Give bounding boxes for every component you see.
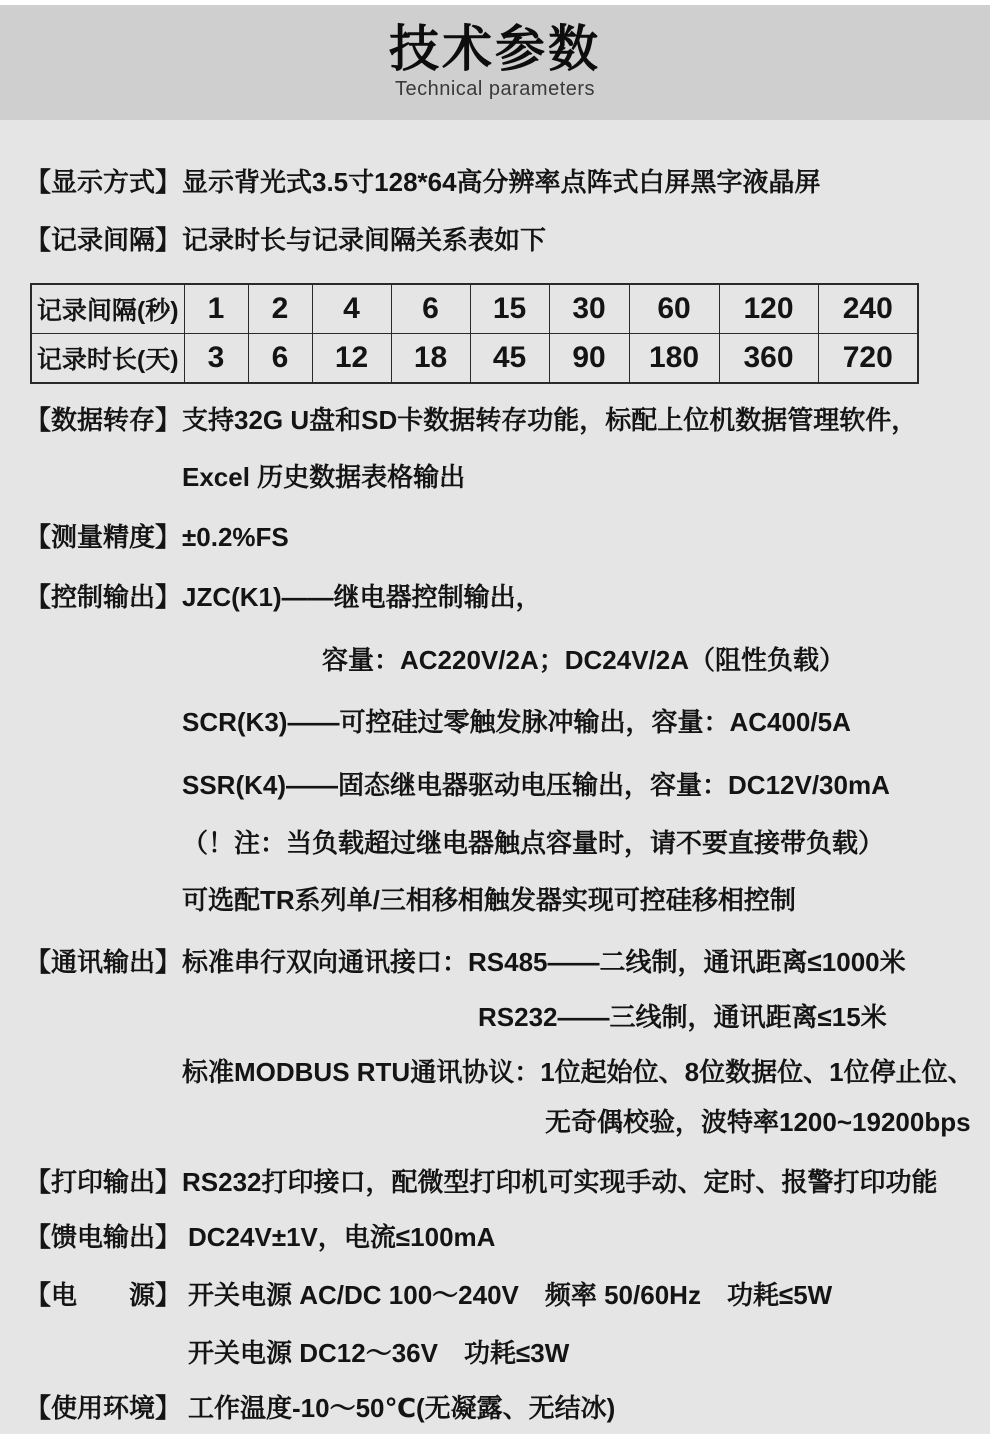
table-cell: 30 xyxy=(549,284,629,334)
spec-text-comm-output-3: 标准MODBUS RTU通讯协议：1位起始位、8位数据位、1位停止位、 xyxy=(182,1057,974,1087)
spec-text-control-output-2: 容量：AC220V/2A；DC24V/2A（阻性负载） xyxy=(322,645,846,675)
spec-text-print-output: RS232打印接口，配微型打印机可实现手动、定时、报警打印功能 xyxy=(182,1167,938,1197)
table-row-header: 记录间隔(秒) xyxy=(31,284,184,334)
spec-text-display: 显示背光式3.5寸128*64高分辨率点阵式白屏黑字液晶屏 xyxy=(182,167,821,197)
table-cell: 6 xyxy=(248,334,312,384)
spec-label-print-output: 【打印输出】 xyxy=(25,1167,182,1197)
table-row-header: 记录时长(天) xyxy=(31,334,184,384)
spec-text-control-output-3: SCR(K3)——可控硅过零触发脉冲输出，容量：AC400/5A xyxy=(182,707,851,737)
table-cell: 180 xyxy=(629,334,719,384)
page-title: 技术参数 xyxy=(389,21,601,77)
spec-text-accuracy: ±0.2%FS xyxy=(182,522,289,552)
spec-label-record-interval: 【记录间隔】 xyxy=(25,225,182,255)
record-interval-table xyxy=(30,283,919,384)
table-cell: 6 xyxy=(391,284,470,334)
table-cell: 240 xyxy=(818,284,918,334)
table-cell: 3 xyxy=(184,334,248,384)
page-subtitle: Technical parameters xyxy=(394,78,596,100)
spec-label-control-output: 【控制输出】 xyxy=(25,582,182,612)
spec-text-power-2: 开关电源 DC12～36V 功耗≤3W xyxy=(188,1338,570,1368)
spec-text-control-output-6: 可选配TR系列单/三相移相触发器实现可控硅移相控制 xyxy=(182,885,796,915)
spec-label-feed-output: 【馈电输出】 xyxy=(25,1222,182,1252)
spec-text-data-transfer-1: 支持32G U盘和SD卡数据转存功能，标配上位机数据管理软件， xyxy=(182,405,918,435)
spec-label-power: 【电 源】 xyxy=(25,1280,182,1310)
table-cell: 4 xyxy=(312,284,391,334)
spec-text-control-output-1: JZC(K1)——继电器控制输出， xyxy=(182,582,542,612)
spec-text-comm-output-2: RS232——三线制，通讯距离≤15米 xyxy=(478,1002,887,1032)
spec-label-data-transfer: 【数据转存】 xyxy=(25,405,182,435)
table-cell: 45 xyxy=(470,334,549,384)
table-cell: 120 xyxy=(719,284,818,334)
spec-label-comm-output: 【通讯输出】 xyxy=(25,947,182,977)
table-cell: 90 xyxy=(549,334,629,384)
spec-text-feed-output: DC24V±1V，电流≤100mA xyxy=(188,1222,496,1252)
table-row-duration xyxy=(31,334,918,384)
spec-label-display: 【显示方式】 xyxy=(25,167,182,197)
spec-text-power-1: 开关电源 AC/DC 100～240V 频率 50/60Hz 功耗≤5W xyxy=(188,1280,833,1310)
table-cell: 12 xyxy=(312,334,391,384)
spec-text-comm-output-1: 标准串行双向通讯接口：RS485——二线制，通讯距离≤1000米 xyxy=(182,947,906,977)
table-cell: 18 xyxy=(391,334,470,384)
header-band xyxy=(0,5,990,120)
table-cell: 2 xyxy=(248,284,312,334)
table-row-interval xyxy=(31,284,918,334)
table-cell: 1 xyxy=(184,284,248,334)
spec-text-control-output-4: SSR(K4)——固态继电器驱动电压输出，容量：DC12V/30mA xyxy=(182,770,890,800)
spec-text-data-transfer-2: Excel 历史数据表格输出 xyxy=(182,462,466,492)
spec-label-accuracy: 【测量精度】 xyxy=(25,522,182,552)
table-cell: 15 xyxy=(470,284,549,334)
table-cell: 720 xyxy=(818,334,918,384)
spec-label-environment: 【使用环境】 xyxy=(25,1393,182,1423)
spec-text-control-output-5: （！注：当负载超过继电器触点容量时，请不要直接带负载） xyxy=(182,828,885,858)
spec-text-environment: 工作温度-10～50℃(无凝露、无结冰) xyxy=(188,1393,616,1423)
table-cell: 60 xyxy=(629,284,719,334)
spec-text-record-interval: 记录时长与记录间隔关系表如下 xyxy=(182,225,547,255)
table-cell: 360 xyxy=(719,334,818,384)
spec-text-comm-output-4: 无奇偶校验，波特率1200~19200bps xyxy=(545,1107,971,1137)
